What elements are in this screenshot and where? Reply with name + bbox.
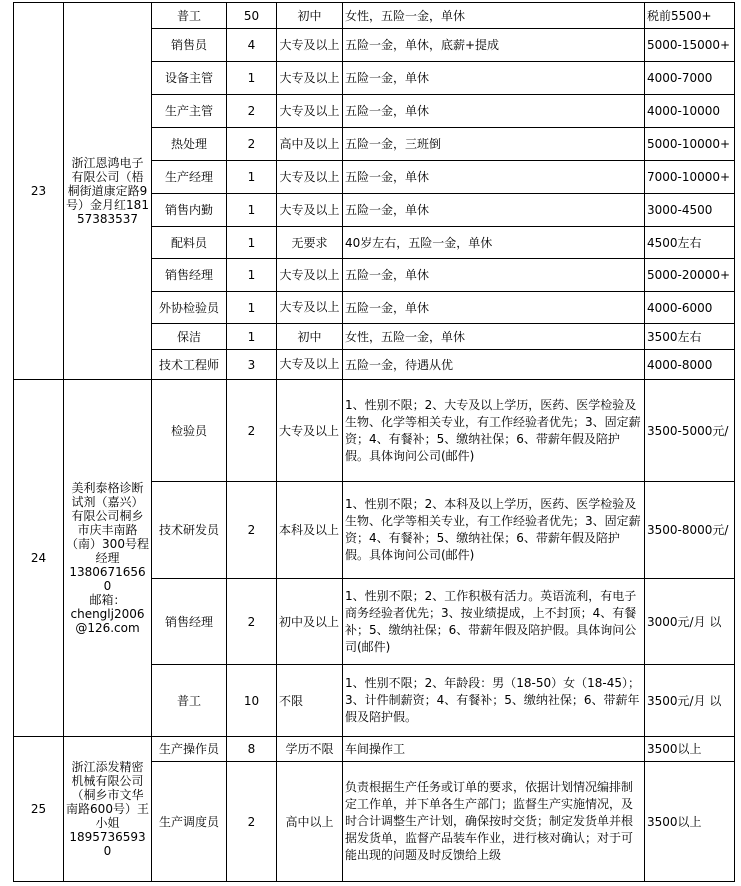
job-requirements: 五险一金，单休 [343,194,645,227]
job-salary: 4000-8000 [645,350,735,380]
job-education: 大专及以上 [277,95,343,128]
job-position: 销售经理 [152,259,227,292]
job-salary: 3500-8000元/ [645,482,735,579]
job-requirements: 五险一金，单休，底薪+提成 [343,29,645,62]
job-position: 销售员 [152,29,227,62]
job-education: 不限 [277,665,343,737]
job-count: 1 [227,194,277,227]
job-requirements: 1、性别不限；2、大专及以上学历，医药、医学检验及生物、化学等相关专业，有工作经验者优先；3、固定薪资；4、有餐补；5、缴纳社保；6、带薪年假及陪护假。具体询问公司(邮件) [343,380,645,482]
job-salary: 3500以上 [645,737,735,762]
job-education: 初中 [277,3,343,29]
job-education: 大专及以上 [277,350,343,380]
job-salary: 5000-15000+ [645,29,735,62]
job-salary: 3500左右 [645,324,735,350]
job-salary: 税前5500+ [645,3,735,29]
job-salary: 3000-4500 [645,194,735,227]
job-count: 10 [227,665,277,737]
job-count: 8 [227,737,277,762]
company-info: 浙江添发精密机械有限公司（桐乡市文华南路600号）王小姐 18957365930 [64,737,152,882]
job-education: 高中以上 [277,762,343,882]
job-salary: 4000-7000 [645,62,735,95]
job-position: 热处理 [152,128,227,161]
job-salary: 7000-10000+ [645,161,735,194]
job-education: 大专及以上 [277,29,343,62]
company-number: 25 [14,737,64,882]
job-count: 2 [227,579,277,665]
job-education: 大专及以上 [277,194,343,227]
job-education: 大专及以上 [277,161,343,194]
job-requirements: 五险一金，单休 [343,161,645,194]
table-row [14,737,735,762]
job-position: 生产操作员 [152,737,227,762]
job-requirements: 女性，五险一金，单休 [343,324,645,350]
job-position: 技术研发员 [152,482,227,579]
job-count: 1 [227,227,277,259]
job-position: 生产主管 [152,95,227,128]
job-position: 生产经理 [152,161,227,194]
job-education: 大专及以上 [277,62,343,95]
job-requirements: 1、性别不限；2、工作积极有活力。英语流利，有电子商务经验者优先；3、按业绩提成，上不封顶；4、有餐补；5、缴纳社保；6、带薪年假及陪护假。具体询问公司(邮件) [343,579,645,665]
job-count: 2 [227,128,277,161]
job-position: 外协检验员 [152,292,227,324]
job-position: 检验员 [152,380,227,482]
company-number: 23 [14,3,64,380]
job-requirements: 五险一金，单休 [343,259,645,292]
company-info: 浙江恩鸿电子有限公司（梧桐街道康定路9号）金月红18157383537 [64,3,152,380]
job-count: 2 [227,380,277,482]
job-count: 50 [227,3,277,29]
job-position: 保洁 [152,324,227,350]
job-count: 1 [227,259,277,292]
job-salary: 4500左右 [645,227,735,259]
job-count: 2 [227,95,277,128]
job-requirements: 五险一金，三班倒 [343,128,645,161]
job-salary: 3500-5000元/ [645,380,735,482]
job-salary: 3500以上 [645,762,735,882]
job-count: 4 [227,29,277,62]
job-count: 1 [227,324,277,350]
job-position: 普工 [152,665,227,737]
job-position: 生产调度员 [152,762,227,882]
job-position: 配料员 [152,227,227,259]
job-education: 本科及以上 [277,482,343,579]
job-education: 大专及以上 [277,380,343,482]
job-requirements: 负责根据生产任务或订单的要求，依据计划情况编排制定工作单，并下单各生产部门；监督生产实施情况，及时合计调整生产计划，确保按时交货；制定发货单并根据发货单，监督产品装车作业，进行核对确认；对于可能出现的问题及时反馈给上级 [343,762,645,882]
job-count: 1 [227,292,277,324]
job-requirements: 1、性别不限；2、年龄段：男（18-50）女（18-45）；3、计件制薪资；4、有餐补；5、缴纳社保；6、带薪年假及陪护假。 [343,665,645,737]
job-position: 技术工程师 [152,350,227,380]
job-education: 无要求 [277,227,343,259]
job-position: 销售内勤 [152,194,227,227]
table-row [14,3,735,29]
company-number: 24 [14,380,64,737]
job-requirements: 五险一金，单休 [343,62,645,95]
job-salary: 3000元/月 以 [645,579,735,665]
job-education: 大专及以上 [277,259,343,292]
job-salary: 5000-10000+ [645,128,735,161]
job-count: 1 [227,62,277,95]
job-education: 初中及以上 [277,579,343,665]
job-position: 设备主管 [152,62,227,95]
job-requirements: 车间操作工 [343,737,645,762]
job-requirements: 女性，五险一金，单休 [343,3,645,29]
job-requirements: 五险一金，待遇从优 [343,350,645,380]
job-count: 1 [227,161,277,194]
job-salary: 5000-20000+ [645,259,735,292]
job-education: 高中及以上 [277,128,343,161]
job-count: 2 [227,482,277,579]
job-requirements: 1、性别不限；2、本科及以上学历，医药、医学检验及生物、化学等相关专业，有工作经验者优先；3、固定薪资；4、有餐补；5、缴纳社保；6、带薪年假及陪护假。具体询问公司(邮件) [343,482,645,579]
job-count: 2 [227,762,277,882]
job-education: 学历不限 [277,737,343,762]
job-education: 初中 [277,324,343,350]
job-education: 大专及以上 [277,292,343,324]
job-requirements: 五险一金，单休 [343,95,645,128]
job-count: 3 [227,350,277,380]
job-salary: 4000-10000 [645,95,735,128]
job-listing-table [13,2,735,882]
job-position: 普工 [152,3,227,29]
job-salary: 3500元/月 以 [645,665,735,737]
job-salary: 4000-6000 [645,292,735,324]
table-row [14,380,735,482]
job-requirements: 五险一金，单休 [343,292,645,324]
job-requirements: 40岁左右，五险一金，单休 [343,227,645,259]
job-position: 销售经理 [152,579,227,665]
company-info: 美利泰格诊断试剂（嘉兴）有限公司桐乡市庆丰南路（南）300号程经理 13806716560 邮箱： chenglj2006@126.com [64,380,152,737]
